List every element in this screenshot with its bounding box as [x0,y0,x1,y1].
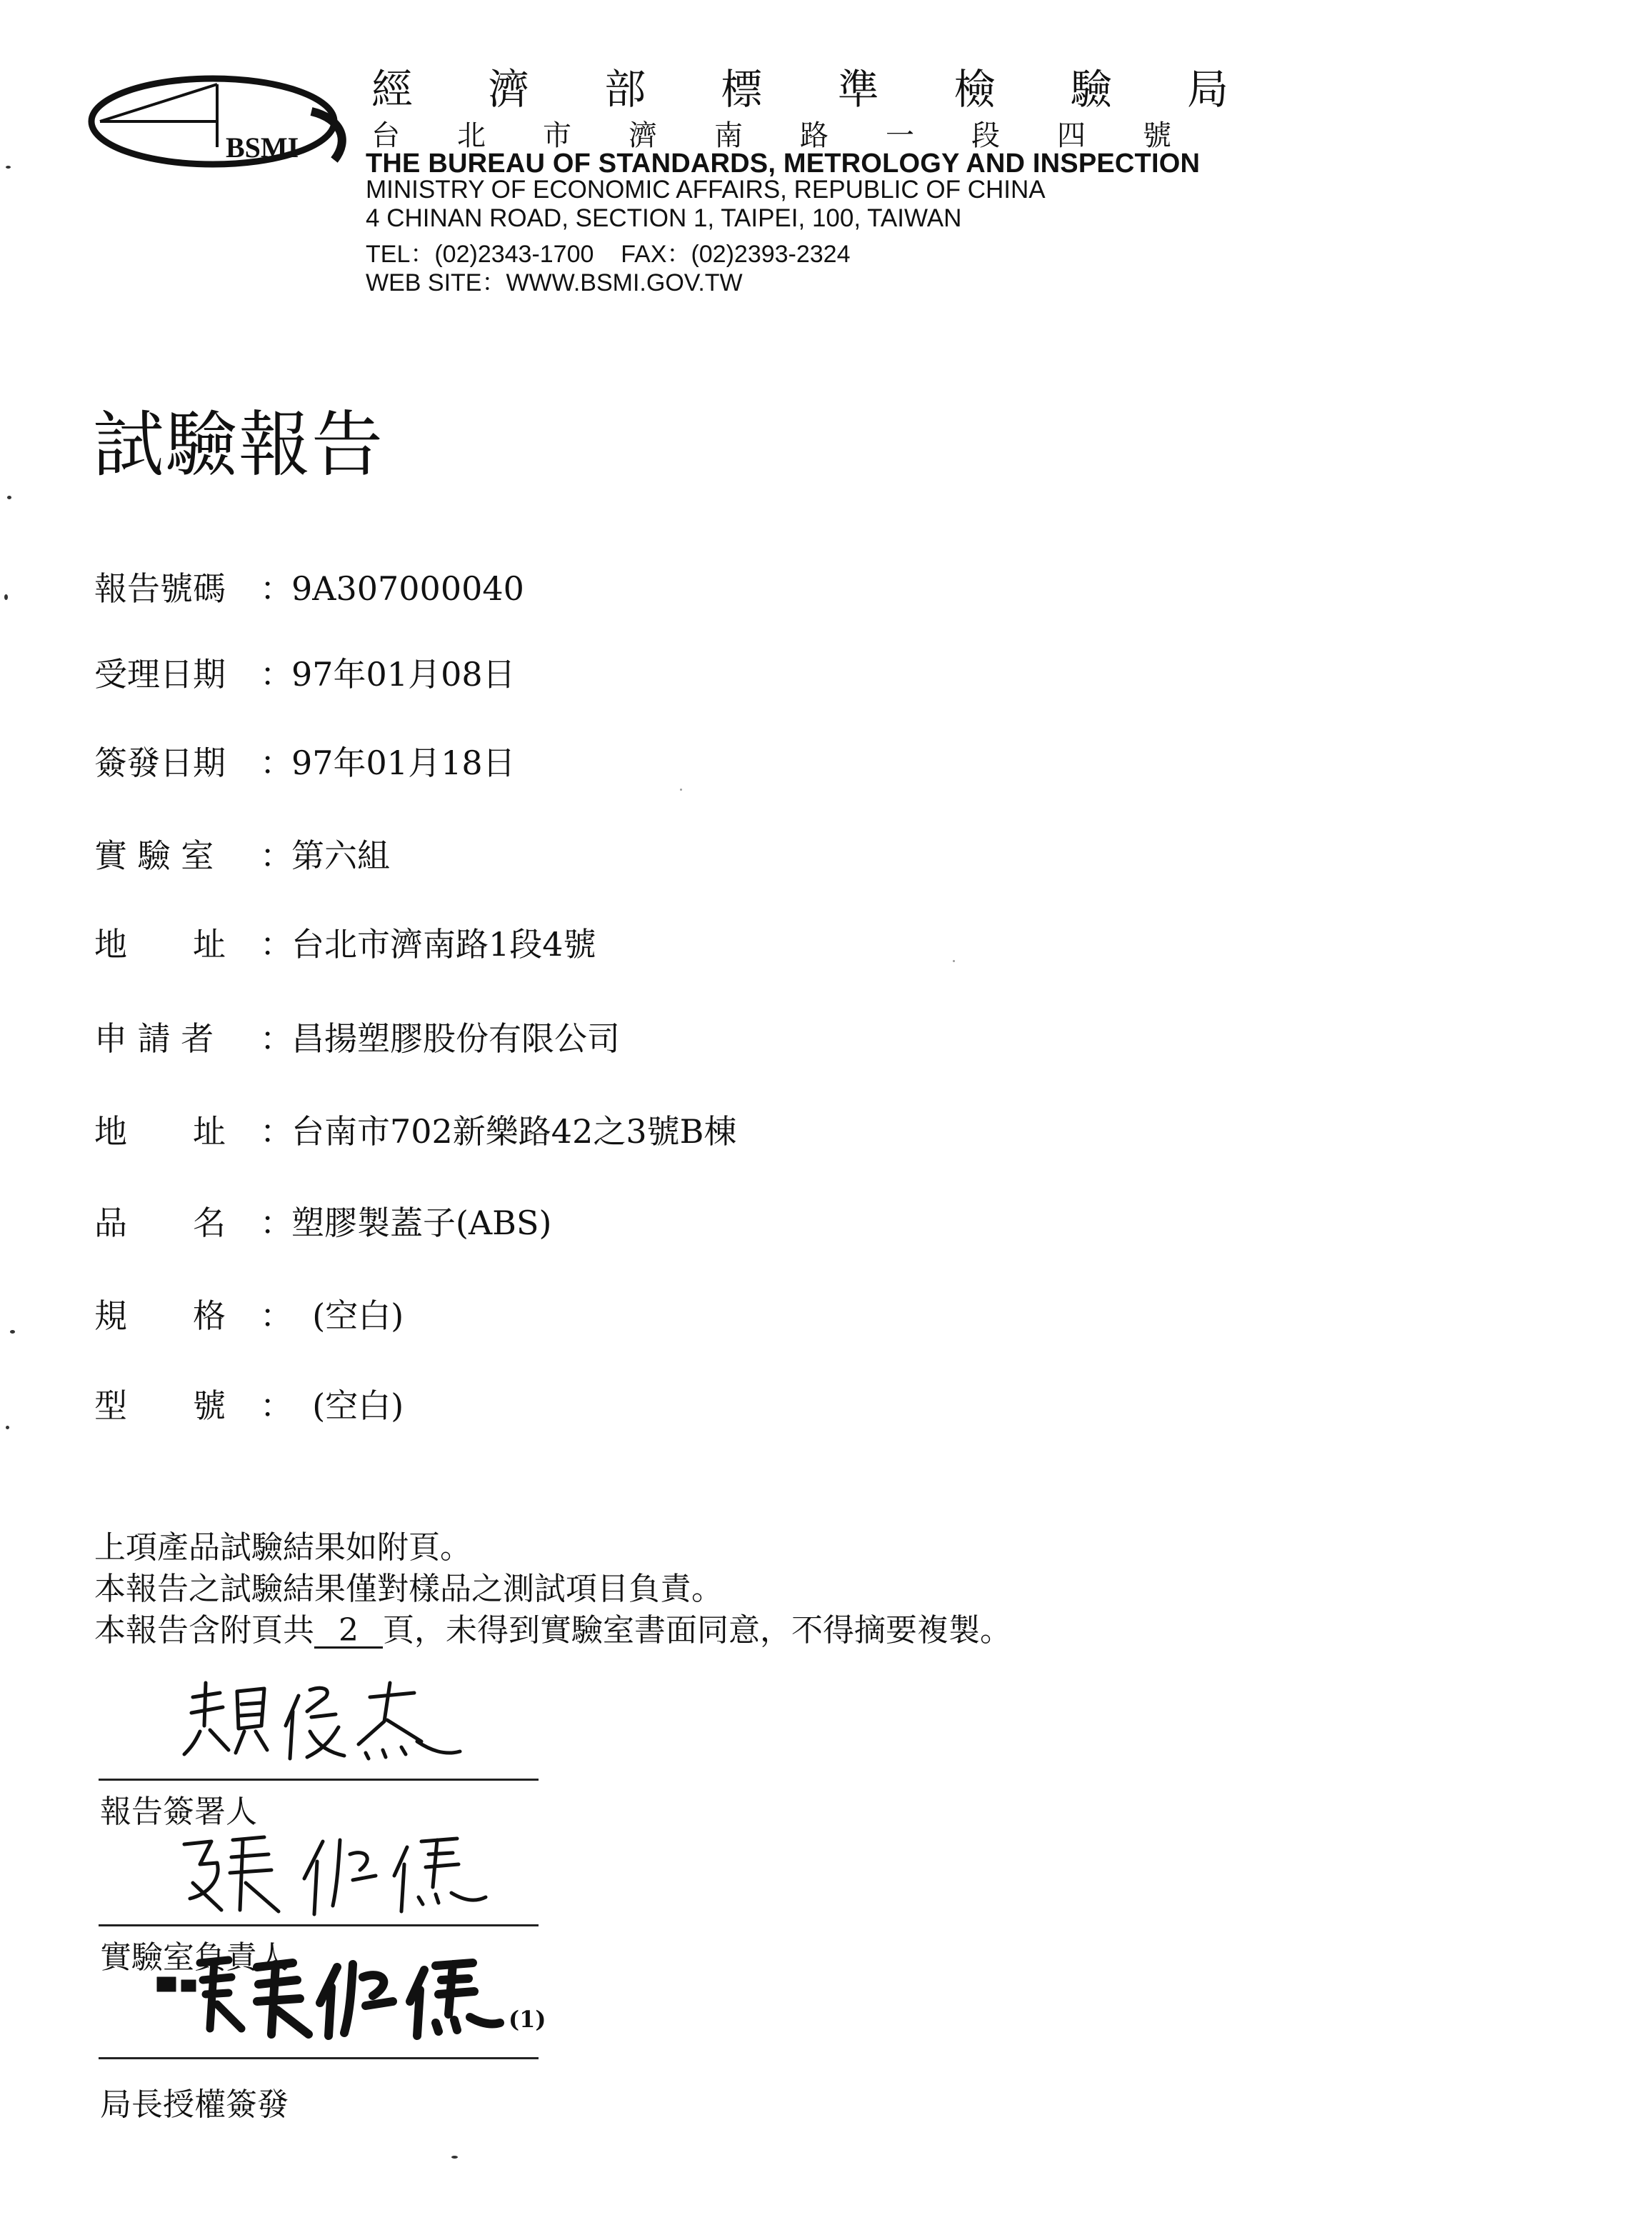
field-value: 97年01月08日 [291,655,516,694]
field-label: 品 名 [94,1204,226,1242]
ministry-name-en: MINISTRY OF ECONOMIC AFFAIRS, REPUBLIC OF CHINA [366,176,1046,204]
org-name-char: 部 [604,65,646,114]
field-specification [94,1290,404,1337]
field-colon: ： [260,655,293,694]
signer-label: 報告簽署人 [100,1794,257,1830]
org-name-char: 局 [1186,65,1228,114]
field-colon: ： [260,1296,293,1335]
org-name-char: 檢 [953,65,996,114]
director-signature-line [99,2057,539,2059]
bsmi-logo [84,69,356,176]
field-label: 簽發日期 [94,744,226,782]
logo-text: BSMI [226,131,299,164]
field-colon: ： [260,744,293,782]
bureau-name-en: THE BUREAU OF STANDARDS, METROLOGY AND INSPECTION [366,149,1201,179]
address-char: 台 [371,119,400,152]
note-results-attached: 上項產品試驗結果如附頁。 [94,1529,471,1566]
org-name-char: 驗 [1070,65,1112,114]
address-char: 四 [1057,119,1086,152]
address-char: 一 [886,119,914,152]
field-value: 塑膠製蓋子(ABS) [291,1204,552,1242]
field-label: 受理日期 [94,655,226,694]
signer-signature [179,1676,479,1769]
org-name-char: 濟 [488,65,530,114]
field-colon: ： [260,1112,293,1151]
field-value: 台北市濟南路1段4號 [291,925,596,964]
field-colon: ： [260,1019,293,1058]
note-pages-prefix: 本報告含附頁共 [94,1612,314,1649]
scan-speck [680,789,682,791]
field-value: 台南市702新樂路42之3號B棟 [291,1112,737,1151]
scan-speck [6,1426,9,1429]
org-name-char: 經 [371,65,414,114]
org-name-cn [371,56,1228,116]
field-label: 地 址 [94,925,226,964]
address-cn [371,113,1171,154]
note-page-count: 2 [314,1615,383,1649]
field-label: 報告號碼 [94,569,226,608]
address-char: 市 [543,119,571,152]
address-char: 南 [714,119,743,152]
scan-speck [7,496,11,499]
field-lab-address [94,919,596,966]
address-char: 北 [457,119,486,152]
field-colon: ： [260,1386,293,1425]
scan-speck [10,1330,15,1334]
field-colon: ： [260,1204,293,1242]
website-text: WEB SITE：WWW.BSMI.GOV.TW [366,269,743,296]
field-value: (空白) [291,1386,404,1425]
field-laboratory [94,830,390,877]
field-model-number [94,1380,404,1427]
address-char: 號 [1143,119,1171,152]
field-value: 昌揚塑膠股份有限公司 [291,1019,620,1058]
lab-head-label: 實驗室負責人 [100,1939,289,1976]
field-label: 實 驗 室 [94,836,214,875]
scan-speck [6,166,11,169]
address-en: 4 CHINAN ROAD, SECTION 1, TAIPEI, 100, TAIWAN [366,204,962,232]
note-pages-suffix: 頁，未得到實驗室書面同意，不得摘要複製。 [383,1612,1011,1649]
field-issue-date [94,737,516,784]
address-char: 路 [800,119,828,152]
scan-speck [451,2156,458,2159]
field-label: 申 請 者 [94,1019,214,1058]
field-applicant-address [94,1106,736,1153]
address-char: 段 [971,119,1000,152]
lab-head-signature [171,1826,500,1926]
field-value: 第六組 [291,836,390,875]
note-scope: 本報告之試驗結果僅對樣品之測試項目負責。 [94,1571,723,1607]
field-applicant [94,1013,620,1060]
director-label: 局長授權簽發 [100,2086,289,2123]
scan-speck [4,594,8,600]
org-name-char: 標 [721,65,763,114]
lab-head-signature-line [99,1924,539,1926]
field-colon: ： [260,836,293,875]
field-received-date [94,649,516,696]
address-char: 濟 [629,119,657,152]
website [366,263,743,298]
field-value: (空白) [291,1296,404,1335]
field-product-name [94,1197,551,1244]
director-stamp-signature [150,1949,507,2041]
field-label: 規 格 [94,1296,226,1335]
field-colon: ： [260,925,293,964]
document-title: 試驗報告 [93,403,384,486]
field-value: 9A307000040 [291,569,524,608]
field-value: 97年01月18日 [291,744,516,782]
tel-fax-text: TEL：(02)2343-1700 FAX：(02)2393-2324 [366,241,851,268]
stamp-mark: (1) [509,2006,546,2033]
org-name-char: 準 [837,65,879,114]
field-report-number [94,563,524,610]
field-colon: ： [260,569,293,608]
scan-speck [953,960,955,962]
note-pages [94,1604,1011,1650]
field-label: 型 號 [94,1386,226,1425]
field-label: 地 址 [94,1112,226,1151]
signer-signature-line [99,1779,539,1781]
